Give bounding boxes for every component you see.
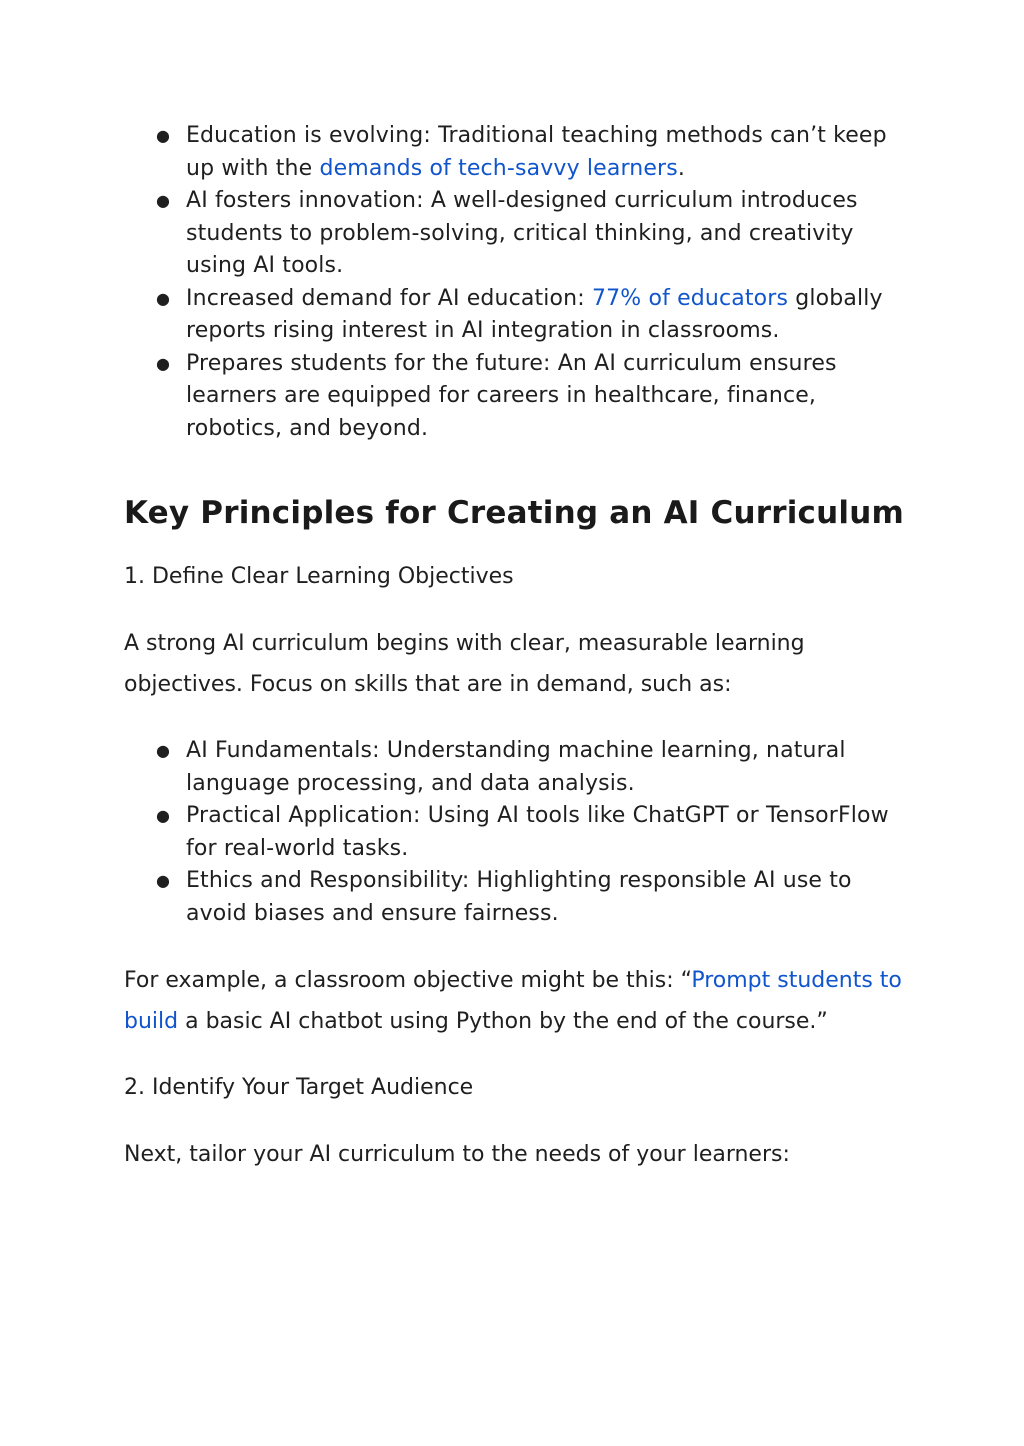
bullet-text: Ethics and Responsibility: Highlighting responsible AI use to avoid biases and ensure fairness. <box>186 868 852 926</box>
bullet-text: Practical Application: Using AI tools like ChatGPT or TensorFlow for real-world tasks. <box>186 803 889 861</box>
objectives-paragraph: A strong AI curriculum begins with clear, measurable learning objectives. Focus on skills that are in demand, such as: <box>124 631 805 697</box>
intro-bullet-list <box>124 120 904 445</box>
link-prompt-students[interactable]: Prompt students to build <box>124 968 902 1034</box>
subsection-title-objectives: 1. Define Clear Learning Objectives <box>124 564 514 589</box>
bullet-dot-icon: ● <box>156 288 171 308</box>
subsection-title-audience: 2. Identify Your Target Audience <box>124 1075 474 1100</box>
skills-bullet-list <box>124 735 904 930</box>
bullet-dot-icon: ● <box>156 191 171 210</box>
document-page <box>124 120 904 1175</box>
list-item <box>124 348 904 446</box>
bullet-text: . <box>677 155 686 181</box>
bullet-dot-icon: ● <box>156 126 171 145</box>
bullet-text: Prepares students for the future: An AI curriculum ensures learners are equipped for careers in healthcare, finance, robotics, and beyond. <box>186 350 837 441</box>
list-item <box>124 185 904 283</box>
bullet-dot-icon: ● <box>156 806 171 825</box>
bullet-text: Increased demand for AI education: <box>186 285 592 311</box>
bullet-text: AI fosters innovation: A well-designed curriculum introduces students to problem-solving, critical thinking, and creativity using AI tools. <box>186 188 858 278</box>
example-text: a basic AI chatbot using Python by the end of the course.” <box>178 1009 828 1034</box>
bullet-text: globally reports rising interest in AI integration in classrooms. <box>186 285 883 343</box>
list-item <box>124 283 904 348</box>
bullet-dot-icon: ● <box>156 871 171 890</box>
audience-paragraph: Next, tailor your AI curriculum to the needs of your learners: <box>124 1142 790 1167</box>
bullet-text: AI Fundamentals: Understanding machine learning, natural language processing, and data analysis. <box>186 738 846 796</box>
list-item <box>124 865 904 930</box>
list-item <box>124 800 904 865</box>
bullet-dot-icon: ● <box>156 353 171 373</box>
list-item <box>124 120 904 185</box>
bullet-text: Education is evolving: Traditional teaching methods can’t keep up with the <box>186 123 887 181</box>
example-text: For example, a classroom objective might be this: “ <box>124 968 692 993</box>
link-educators-stat[interactable]: 77% of educators <box>591 285 789 311</box>
example-paragraph <box>124 960 904 1042</box>
section-heading: Key Principles for Creating an AI Curriculum <box>124 495 905 531</box>
bullet-dot-icon: ● <box>156 741 171 760</box>
list-item <box>124 735 904 800</box>
link-tech-savvy-learners[interactable]: demands of tech-savvy learners <box>319 155 678 181</box>
